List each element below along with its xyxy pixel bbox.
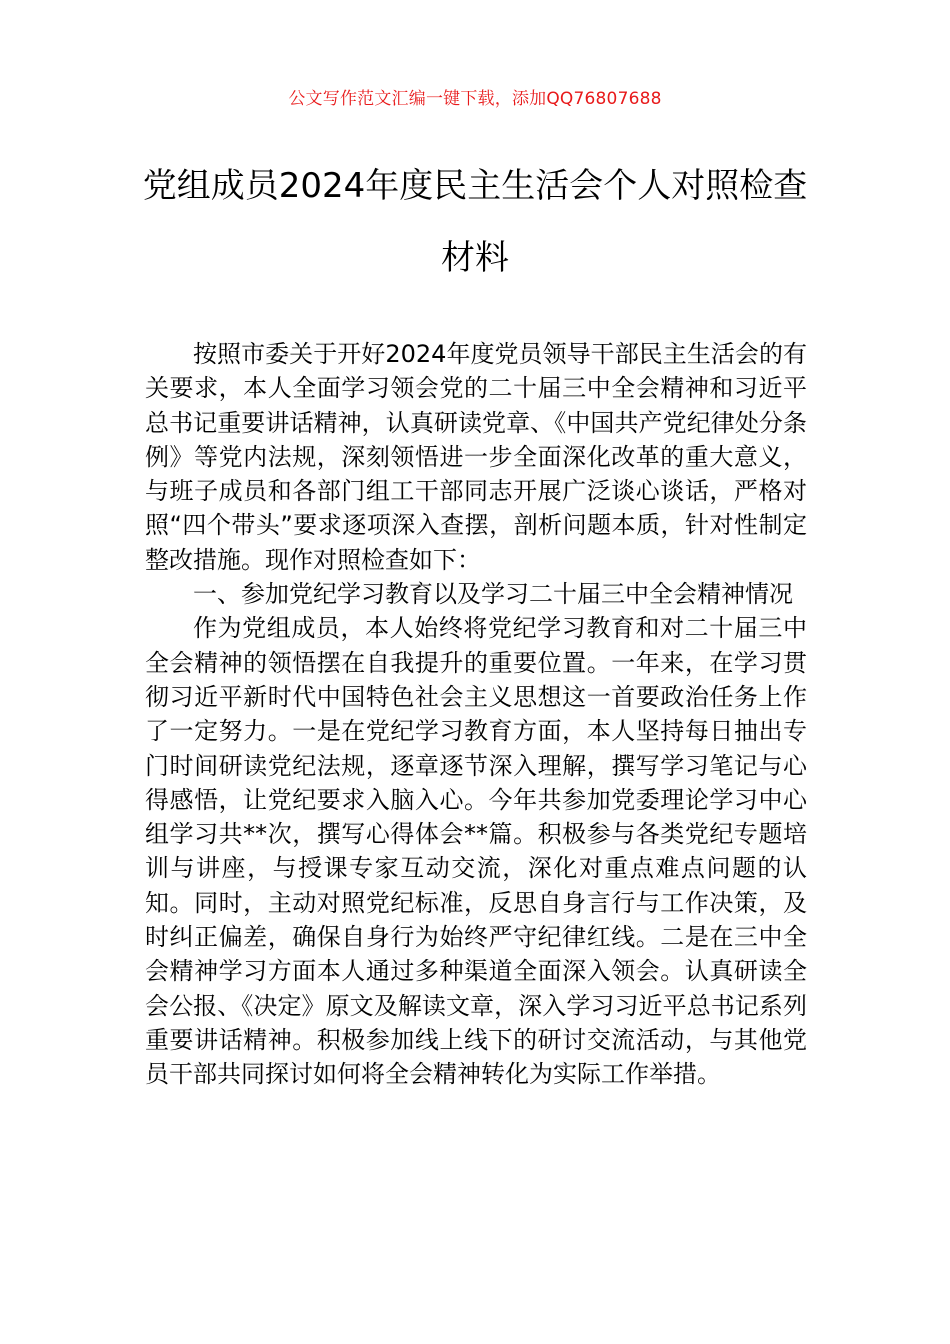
section-paragraph-1: 作为党组成员，本人始终将党纪学习教育和对二十届三中全会精神的领悟摆在自我提升的重要位置。一年来，在学习贯彻习近平新时代中国特色社会主义思想这一首要政治任务上作了一定努力。一是在党纪学习教育方面，本人坚持每日抽出专门时间研读党纪法规，逐章逐节深入理解，撰写学习笔记与心得感悟，让党纪要求入脑入心。今年共参加党委理论学习中心组学习共**次，撰写心得体会**篇。积极参与各类党纪专题培训与讲座，与授课专家互动交流，深化对重点难点问题的认知。同时，主动对照党纪标准，反思自身言行与工作决策，及时纠正偏差，确保自身行为始终严守纪律红线。二是在三中全会精神学习方面本人通过多种渠道全面深入领会。认真研读全会公报、《决定》原文及解读文章，深入学习习近平总书记系列重要讲话精神。积极参加线上线下的研讨交流活动，与其他党员干部共同探讨如何将全会精神转化为实际工作举措。 [145, 614, 807, 1089]
section-heading-1: 一、参加党纪学习教育以及学习二十届三中全会精神情况 [193, 580, 793, 609]
document-title: 党组成员2024年度民主生活会个人对照检查材料 [142, 166, 808, 278]
document-body [145, 337, 807, 1092]
intro-paragraph: 按照市委关于开好2024年度党员领导干部民主生活会的有关要求，本人全面学习领会党的二十届三中全会精神和习近平总书记重要讲话精神，认真研读党章、《中国共产党纪律处分条例》等党内法规，深刻领悟进一步全面深化改革的重大意义，与班子成员和各部门组工干部同志开展广泛谈心谈话，严格对照“四个带头”要求逐项深入查摆，剖析问题本质，针对性制定整改措施。现作对照检查如下： [145, 340, 807, 574]
promo-header-note: 公文写作范文汇编一键下载，添加QQ76807688 [288, 89, 662, 109]
